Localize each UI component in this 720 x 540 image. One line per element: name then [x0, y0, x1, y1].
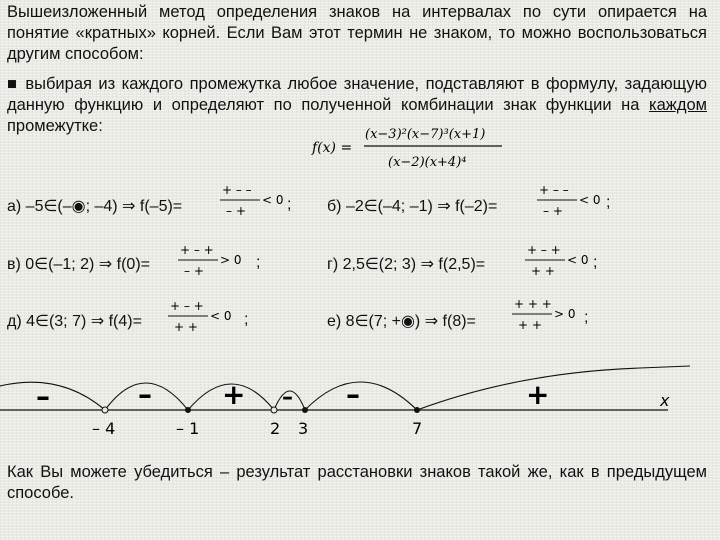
- sign-interval-6: +: [526, 378, 550, 411]
- sign-interval-3: +: [222, 378, 246, 411]
- case-b-numerator-signs: + – –: [539, 183, 569, 197]
- case-v-numerator-signs: + – +: [180, 243, 214, 257]
- case-d-numerator-signs: + – +: [170, 299, 204, 313]
- sign-interval-2: –: [138, 378, 152, 411]
- case-a-comparison: < 0: [262, 193, 284, 207]
- point-label-minus4: – 4: [92, 419, 116, 438]
- case-d-semicolon: ;: [244, 311, 249, 328]
- case-b-comparison: < 0: [579, 193, 601, 207]
- arc-interval-1: [0, 382, 105, 410]
- point-label-minus1: – 1: [176, 419, 200, 438]
- case-b-semicolon: ;: [606, 194, 611, 211]
- conclusion-paragraph: Как Вы можете убедиться – результат расстановки знаков такой же, как в предыдущем способе.: [7, 463, 707, 502]
- case-g-numerator-signs: + – +: [527, 243, 561, 257]
- point-closed-minus1: [185, 407, 191, 413]
- point-open-minus4: [102, 407, 108, 413]
- case-g-sign-fraction: [525, 240, 598, 280]
- x-axis-label: x: [660, 391, 670, 410]
- case-b-denominator-signs: – +: [543, 204, 563, 218]
- case-v-sign-fraction: [178, 240, 248, 280]
- point-label-2: 2: [270, 419, 281, 438]
- case-e-denominator-signs: + +: [518, 318, 542, 332]
- formula-lhs: f(x) =: [312, 140, 353, 156]
- case-a-denominator-signs: – +: [226, 204, 246, 218]
- method-text-before: ■ выбирая из каждого промежутка любое значение, подставляют в формулу, задающую данную функцию и определяют по полученной комбинации знак функции на: [7, 75, 707, 114]
- formula-numerator: (x−3)²(x−7)³(x+1): [365, 127, 486, 142]
- case-d-label: д) 4∈(3; 7) ⇒ f(4)=: [7, 313, 142, 330]
- case-e-semicolon: ;: [584, 309, 589, 326]
- case-d-denominator-signs: + +: [174, 320, 198, 334]
- point-label-3: 3: [298, 419, 309, 438]
- case-d-sign-fraction: [168, 296, 238, 336]
- number-line-diagram: [0, 360, 720, 450]
- case-b-sign-fraction: [537, 180, 607, 220]
- arc-interval-5: [305, 382, 417, 410]
- case-d-comparison: < 0: [210, 309, 232, 323]
- sign-interval-4: –: [282, 385, 293, 410]
- case-e-comparison: > 0: [554, 307, 576, 321]
- case-e-label: е) 8∈(7; +◉) ⇒ f(8)=: [327, 313, 476, 330]
- intro-paragraph: Вышеизложенный метод определения знаков на интервалах по сути опирается на понятие «кратных» корней. Если Вам этот термин не знаком, то можно воспользоваться другим способом:: [7, 3, 707, 63]
- case-v-label: в) 0∈(–1; 2) ⇒ f(0)=: [7, 256, 150, 273]
- case-e-sign-fraction: [512, 294, 582, 334]
- point-open-2: [271, 407, 277, 413]
- case-a-label: а) –5∈(–◉; –4) ⇒ f(–5)=: [7, 198, 183, 215]
- case-v-denominator-signs: – +: [184, 264, 204, 278]
- case-b-label: б) –2∈(–4; –1) ⇒ f(–2)=: [327, 198, 498, 215]
- point-label-7: 7: [412, 419, 423, 438]
- case-a-semicolon: ;: [287, 196, 292, 213]
- case-v-semicolon: ;: [256, 254, 261, 271]
- case-v-comparison: > 0: [220, 253, 242, 267]
- formula-denominator: (x−2)(x+4)⁴: [388, 155, 467, 170]
- case-a-sign-fraction: [220, 180, 290, 220]
- function-formula: [310, 118, 510, 178]
- case-g-semicolon: ;: [593, 254, 598, 271]
- case-g-denominator-signs: + +: [531, 264, 555, 278]
- case-g-label: г) 2,5∈(2; 3) ⇒ f(2,5)=: [327, 256, 486, 273]
- sign-interval-1: –: [36, 380, 50, 413]
- sign-interval-5: –: [346, 378, 360, 411]
- arc-interval-6: [417, 366, 690, 410]
- case-a-numerator-signs: + – –: [222, 183, 252, 197]
- point-closed-7: [414, 407, 420, 413]
- case-e-numerator-signs: + + +: [514, 297, 552, 311]
- method-underlined-word: каждом: [649, 96, 707, 114]
- case-g-comparison: < 0: [567, 253, 589, 267]
- method-text-after: промежутке:: [7, 117, 103, 135]
- point-closed-3: [302, 407, 308, 413]
